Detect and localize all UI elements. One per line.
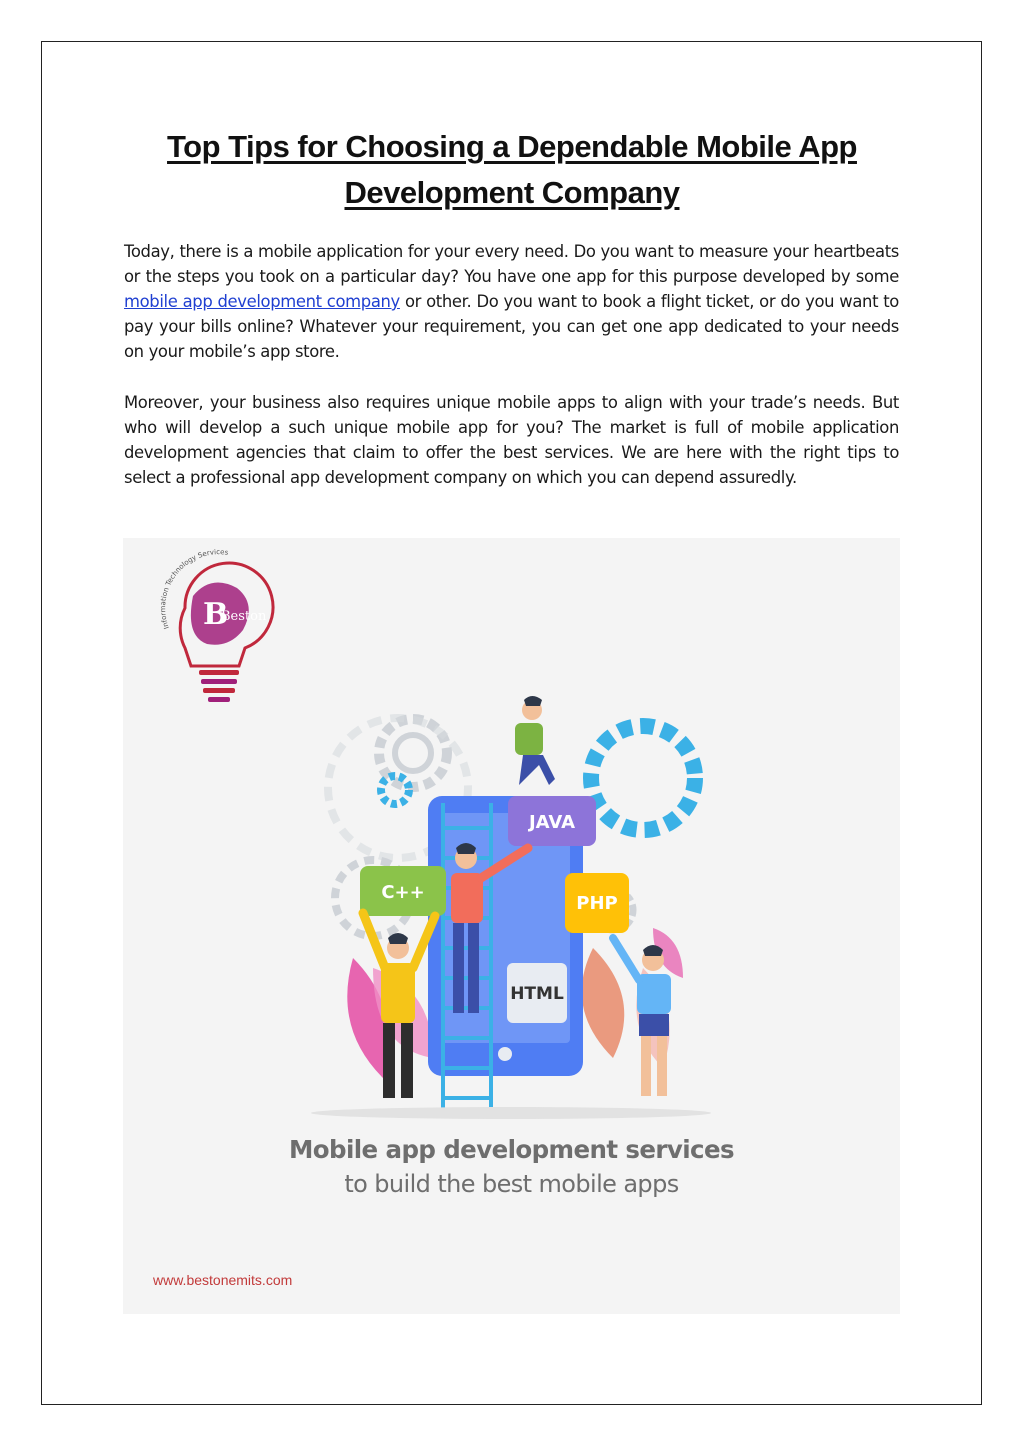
ground-shadow: [311, 1107, 711, 1119]
leaf-icon: [582, 948, 625, 1058]
bulb-base-line-4: [208, 697, 230, 702]
bulb-base-line-2: [201, 679, 237, 684]
php-tag-label: PHP: [576, 893, 618, 914]
title-line-1: Top Tips for Choosing a Dependable Mobile App: [167, 129, 857, 164]
gear-icon: [395, 735, 431, 771]
hero-illustration: [123, 538, 900, 1314]
person-top: [515, 696, 555, 785]
intro-text-before-link: Today, there is a mobile application for your every need. Do you want to measure your heartbeats or the steps you took on a particular day? You have one app for this purpose developed by some: [124, 242, 899, 286]
mobile-app-development-link[interactable]: mobile app development company: [124, 292, 400, 311]
bulb-base-line-3: [203, 688, 235, 693]
gear-icon: [617, 752, 669, 804]
bulb-base-line-1: [199, 670, 239, 675]
document-title: [124, 124, 900, 216]
html-tag: [507, 963, 567, 1023]
logo-text: Beston: [221, 609, 267, 624]
intro-paragraph: [124, 239, 899, 364]
phone-home-button-icon: [498, 1047, 512, 1061]
cpp-tag-label: C++: [381, 882, 425, 903]
cpp-tag: [360, 866, 446, 916]
hero-headline: Mobile app development services: [289, 1135, 734, 1164]
business-paragraph: Moreover, your business also requires unique mobile apps to align with your trade’s needs. But who will develop a such unique mobile app for you? The market is full of mobile application development agencies that claim to offer the best services. We are here with the right tips to select a professional app development company on which you can depend assuredly.: [124, 393, 899, 487]
java-tag-label: JAVA: [528, 812, 576, 833]
logo-ring-text: Information Technology Services: [159, 548, 229, 631]
logo-initial: B: [203, 597, 229, 632]
hero-url: www.bestonemits.com: [153, 1272, 293, 1288]
beston-logo: [159, 548, 273, 702]
java-tag: [508, 796, 596, 846]
title-line-2: Development Company: [344, 175, 680, 210]
html-tag-label: HTML: [510, 984, 564, 1004]
intro-text-after-link: or other. Do you want to book a flight ticket, or do you want to pay your bills online? Whatever your requirement, you can get one app dedicated to your needs on your mobile’s app store.: [124, 292, 899, 361]
php-tag: [565, 873, 629, 933]
hero-subheadline: to build the best mobile apps: [344, 1170, 679, 1198]
